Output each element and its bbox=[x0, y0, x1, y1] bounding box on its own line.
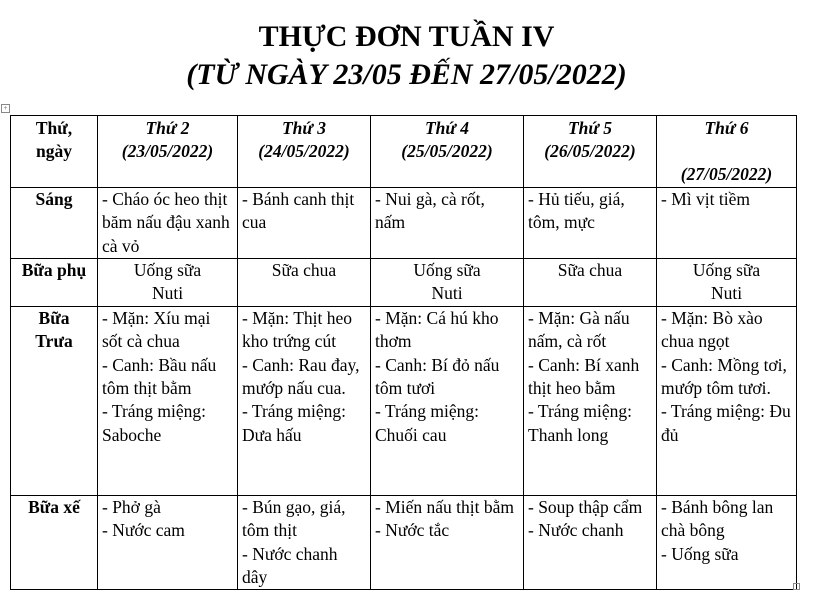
table-cell: Uống sữa Nuti bbox=[98, 259, 238, 307]
table-cell: - Hủ tiếu, giá, tôm, mực bbox=[524, 187, 657, 258]
table-cell: Sữa chua bbox=[238, 259, 371, 307]
table-cell: - Bánh canh thịt cua bbox=[238, 187, 371, 258]
table-cell: - Bún gạo, giá, tôm thịt - Nước chanh dây bbox=[238, 495, 371, 590]
table-move-handle-icon[interactable]: + bbox=[1, 104, 10, 113]
table-resize-handle[interactable] bbox=[793, 583, 800, 590]
table-row-snack bbox=[11, 259, 797, 307]
row-label: Bữa Trưa bbox=[11, 306, 98, 495]
table-cell: - Cháo óc heo thịt băm nấu đậu xanh cà vỏ bbox=[98, 187, 238, 258]
page-subtitle-date-range: (TỪ NGÀY 23/05 ĐẾN 27/05/2022) bbox=[186, 58, 627, 91]
table-cell: Uống sữa Nuti bbox=[657, 259, 797, 307]
row-label: Bữa phụ bbox=[11, 259, 98, 307]
table-cell: - Bánh bông lan chà bông - Uống sữa bbox=[657, 495, 797, 590]
page-title: THỰC ĐƠN TUẦN IV bbox=[258, 20, 555, 53]
day-header-mon: Thứ 2 (23/05/2022) bbox=[98, 116, 238, 188]
table-cell: - Phở gà - Nước cam bbox=[98, 495, 238, 590]
menu-table bbox=[10, 115, 797, 590]
table-row-lunch bbox=[11, 306, 797, 495]
row-label: Sáng bbox=[11, 187, 98, 258]
table-cell: - Mặn: Cá hú kho thơm - Canh: Bí đỏ nấu tôm tươi - Tráng miệng: Chuối cau bbox=[371, 306, 524, 495]
table-header-row bbox=[11, 116, 797, 188]
table-cell: - Mì vịt tiềm bbox=[657, 187, 797, 258]
day-header-tue: Thứ 3 (24/05/2022) bbox=[238, 116, 371, 188]
table-cell: Uống sữa Nuti bbox=[371, 259, 524, 307]
table-row-breakfast bbox=[11, 187, 797, 258]
row-label: Bữa xế bbox=[11, 495, 98, 590]
table-cell: - Mặn: Bò xào chua ngọt - Canh: Mồng tơi, mướp tôm tươi. - Tráng miệng: Đu đủ bbox=[657, 306, 797, 495]
table-cell: - Mặn: Gà nấu nấm, cà rốt - Canh: Bí xanh thịt heo bằm - Tráng miệng: Thanh long bbox=[524, 306, 657, 495]
day-header-fri: Thứ 6 (27/05/2022) bbox=[657, 116, 797, 188]
table-row-afternoon bbox=[11, 495, 797, 590]
day-header-wed: Thứ 4 (25/05/2022) bbox=[371, 116, 524, 188]
table-cell: - Mặn: Thịt heo kho trứng cút - Canh: Rau đay, mướp nấu cua. - Tráng miệng: Dưa hấu bbox=[238, 306, 371, 495]
table-cell: - Miến nấu thịt bằm - Nước tắc bbox=[371, 495, 524, 590]
table-cell: - Mặn: Xíu mại sốt cà chua - Canh: Bầu nấu tôm thịt bằm - Tráng miệng: Saboche bbox=[98, 306, 238, 495]
corner-header: Thứ, ngày bbox=[11, 116, 98, 188]
table-cell: Sữa chua bbox=[524, 259, 657, 307]
day-header-thu: Thứ 5 (26/05/2022) bbox=[524, 116, 657, 188]
table-cell: - Soup thập cẩm - Nước chanh bbox=[524, 495, 657, 590]
table-cell: - Nui gà, cà rốt, nấm bbox=[371, 187, 524, 258]
